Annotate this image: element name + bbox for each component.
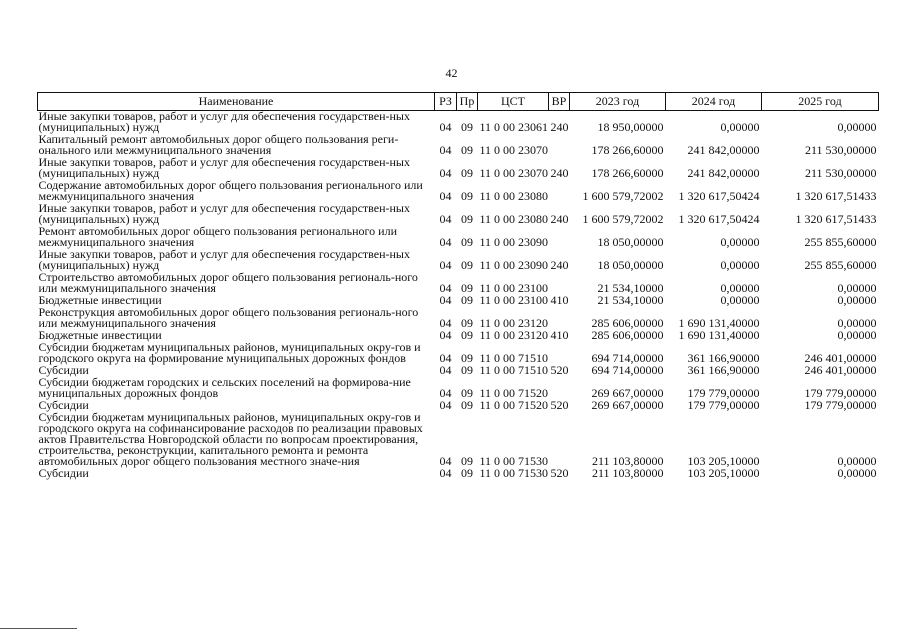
table-row [38, 377, 879, 400]
cell-vr [549, 134, 570, 157]
table-row [38, 180, 879, 203]
cell-pr: 09 [461, 365, 473, 377]
cell-y2025: 0,00000 [837, 295, 877, 307]
cell-y2024: 361 166,90000 [687, 365, 760, 377]
cell-rz: 04 [439, 281, 452, 295]
cell-name: Иные закупки товаров, работ и услуг для обеспечения государствен-ных (муниципальных) нужд [38, 249, 410, 272]
table-row [38, 412, 879, 468]
cell-y2023: 21 534,10000 [597, 295, 664, 307]
table-row [38, 400, 879, 412]
cell-y2023: 18 050,00000 [597, 258, 664, 272]
cell-pr: 09 [461, 166, 473, 180]
cell-y2023: 18 950,00000 [597, 120, 664, 134]
cell-vr: 520 [550, 468, 569, 480]
cell-rz: 04 [439, 351, 452, 365]
cell-pr: 09 [461, 316, 473, 330]
cell-name: Строительство автомобильных дорог общего пользования региональ-ного или межмуниципального значения [38, 272, 418, 295]
cell-name: Ремонт автомобильных дорог общего пользования регионального или межмуниципального значения [38, 226, 397, 249]
cell-rz: 04 [439, 258, 452, 272]
cell-y2023: 269 667,00000 [591, 400, 664, 412]
cell-vr [549, 180, 570, 203]
cell-y2023: 694 714,00000 [591, 351, 664, 365]
table-row [38, 295, 879, 307]
cell-cst: 11 0 00 23100 [479, 281, 549, 295]
cell-y2023: 211 103,80000 [591, 468, 664, 480]
cell-cst: 11 0 00 23120 [479, 330, 549, 342]
table-row [38, 365, 879, 377]
cell-name: Субсидии бюджетам городских и сельских поселений на формирова-ние муниципальных дорожных фондов [38, 377, 411, 400]
table-row [38, 203, 879, 226]
cell-rz: 04 [439, 189, 452, 203]
header-vr: ВР [549, 93, 570, 111]
cell-cst: 11 0 00 23120 [479, 316, 549, 330]
cell-pr: 09 [461, 281, 473, 295]
cell-pr: 09 [461, 400, 473, 412]
cell-pr: 09 [461, 189, 473, 203]
cell-y2024: 0,00000 [720, 258, 760, 272]
cell-y2024: 241 842,00000 [687, 166, 760, 180]
cell-y2025: 246 401,00000 [804, 365, 877, 377]
cell-vr [549, 272, 570, 295]
cell-y2025: 179 779,00000 [804, 386, 877, 400]
cell-vr [549, 412, 570, 468]
cell-cst: 11 0 00 71510 [479, 365, 549, 377]
table-row [38, 249, 879, 272]
cell-y2025: 0,00000 [837, 468, 877, 480]
cell-pr: 09 [461, 330, 473, 342]
table-row [38, 157, 879, 180]
cell-cst: 11 0 00 23090 [479, 258, 549, 272]
cell-vr [549, 342, 570, 365]
table-row [38, 111, 879, 135]
cell-y2024: 241 842,00000 [687, 143, 760, 157]
page-number: 42 [445, 66, 458, 80]
cell-cst: 11 0 00 71510 [479, 351, 549, 365]
cell-name: Содержание автомобильных дорог общего пользования регионального или межмуниципального значения [38, 180, 423, 203]
cell-pr: 09 [461, 454, 473, 468]
budget-table-container [37, 92, 878, 480]
cell-name: Субсидии бюджетам муниципальных районов, муниципальных окру-гов и городского округа на софинансирование расходов по реализации правовых актов Правительства Новгородской области по вопросам проектирования, строительства, реконструкции, капитального ремонта и ремонта автомобильных дорог общего пользования местного значе-ния [38, 412, 423, 468]
cell-y2023: 21 534,10000 [597, 281, 664, 295]
cell-cst: 11 0 00 23061 [479, 120, 549, 134]
cell-y2024: 1 690 131,40000 [678, 316, 760, 330]
table-row [38, 342, 879, 365]
cell-pr: 09 [461, 212, 473, 226]
cell-y2025: 0,00000 [837, 454, 877, 468]
cell-y2024: 0,00000 [720, 281, 760, 295]
cell-y2025: 1 320 617,51433 [795, 212, 877, 226]
cell-y2025: 255 855,60000 [804, 235, 877, 249]
cell-rz: 04 [439, 295, 452, 307]
budget-table [37, 92, 879, 480]
cell-vr: 240 [550, 166, 569, 180]
cell-y2025: 0,00000 [837, 316, 877, 330]
cell-y2024: 1 320 617,50424 [678, 189, 760, 203]
cell-rz: 04 [439, 120, 452, 134]
header-name: Наименование [38, 93, 435, 111]
cell-vr: 520 [550, 400, 569, 412]
cell-name: Бюджетные инвестиции [38, 330, 162, 342]
table-row [38, 330, 879, 342]
table-row [38, 272, 879, 295]
cell-rz: 04 [439, 454, 452, 468]
cell-rz: 04 [439, 235, 452, 249]
cell-y2025: 211 530,00000 [804, 143, 877, 157]
cell-name: Капитальный ремонт автомобильных дорог общего пользования реги-онального или межмуниципального значения [38, 134, 399, 157]
cell-vr [549, 226, 570, 249]
cell-rz: 04 [439, 468, 452, 480]
footer-divider [0, 628, 77, 629]
cell-y2023: 285 606,00000 [591, 330, 664, 342]
cell-cst: 11 0 00 71530 [479, 468, 549, 480]
cell-y2023: 694 714,00000 [591, 365, 664, 377]
cell-cst: 11 0 00 71520 [479, 400, 549, 412]
cell-y2025: 255 855,60000 [804, 258, 877, 272]
header-2025: 2025 год [762, 93, 879, 111]
cell-vr: 240 [550, 120, 569, 134]
cell-y2023: 211 103,80000 [591, 454, 664, 468]
cell-y2024: 179 779,00000 [687, 386, 760, 400]
table-header-row [38, 93, 879, 111]
table-row [38, 307, 879, 330]
cell-name: Иные закупки товаров, работ и услуг для обеспечения государствен-ных (муниципальных) нужд [38, 110, 410, 134]
cell-y2023: 178 266,60000 [591, 166, 664, 180]
cell-rz: 04 [439, 143, 452, 157]
cell-name: Субсидии [38, 365, 89, 377]
cell-cst: 11 0 00 23070 [479, 143, 549, 157]
cell-y2024: 0,00000 [720, 295, 760, 307]
cell-cst: 11 0 00 71530 [479, 454, 549, 468]
cell-vr: 240 [550, 258, 569, 272]
cell-name: Субсидии бюджетам муниципальных районов, муниципальных окру-гов и городского округа на формирование муниципальных дорожных фондов [38, 342, 421, 365]
cell-y2024: 0,00000 [720, 120, 760, 134]
cell-rz: 04 [439, 316, 452, 330]
cell-pr: 09 [461, 120, 473, 134]
cell-vr: 520 [550, 365, 569, 377]
cell-y2023: 1 600 579,72002 [582, 189, 664, 203]
table-row [38, 134, 879, 157]
cell-vr: 410 [550, 330, 569, 342]
cell-pr: 09 [461, 386, 473, 400]
cell-cst: 11 0 00 23080 [479, 212, 549, 226]
cell-y2024: 1 690 131,40000 [678, 330, 760, 342]
cell-rz: 04 [439, 330, 452, 342]
cell-pr: 09 [461, 351, 473, 365]
cell-name: Иные закупки товаров, работ и услуг для обеспечения государствен-ных (муниципальных) нужд [38, 203, 410, 226]
cell-y2025: 0,00000 [837, 281, 877, 295]
cell-cst: 11 0 00 23070 [479, 166, 549, 180]
cell-pr: 09 [461, 143, 473, 157]
cell-name: Иные закупки товаров, работ и услуг для обеспечения государствен-ных (муниципальных) нужд [38, 157, 410, 180]
cell-rz: 04 [439, 365, 452, 377]
cell-y2025: 179 779,00000 [804, 400, 877, 412]
cell-rz: 04 [439, 400, 452, 412]
cell-vr: 240 [550, 212, 569, 226]
header-rz: РЗ [435, 93, 457, 111]
cell-rz: 04 [439, 212, 452, 226]
cell-y2024: 1 320 617,50424 [678, 212, 760, 226]
cell-rz: 04 [439, 386, 452, 400]
cell-rz: 04 [439, 166, 452, 180]
cell-vr: 410 [550, 295, 569, 307]
cell-y2025: 0,00000 [837, 330, 877, 342]
cell-y2024: 103 205,10000 [687, 454, 760, 468]
cell-y2023: 285 606,00000 [591, 316, 664, 330]
cell-y2025: 211 530,00000 [804, 166, 877, 180]
cell-cst: 11 0 00 23080 [479, 189, 549, 203]
cell-y2025: 246 401,00000 [804, 351, 877, 365]
cell-y2023: 269 667,00000 [591, 386, 664, 400]
cell-cst: 11 0 00 23090 [479, 235, 549, 249]
cell-y2024: 179 779,00000 [687, 400, 760, 412]
cell-y2025: 1 320 617,51433 [795, 189, 877, 203]
cell-y2023: 1 600 579,72002 [582, 212, 664, 226]
table-body [38, 111, 879, 481]
cell-pr: 09 [461, 468, 473, 480]
cell-cst: 11 0 00 71520 [479, 386, 549, 400]
header-pr: Пр [457, 93, 478, 111]
cell-pr: 09 [461, 258, 473, 272]
table-row [38, 468, 879, 480]
header-cst: ЦСТ [478, 93, 549, 111]
cell-name: Реконструкция автомобильных дорог общего пользования региональ-ного или межмуниципального значения [38, 307, 419, 330]
table-row [38, 226, 879, 249]
cell-y2024: 103 205,10000 [687, 468, 760, 480]
cell-name: Субсидии [38, 468, 89, 480]
cell-y2025: 0,00000 [837, 120, 877, 134]
cell-y2024: 361 166,90000 [687, 351, 760, 365]
cell-vr [549, 307, 570, 330]
cell-cst: 11 0 00 23100 [479, 295, 549, 307]
cell-name: Субсидии [38, 400, 89, 412]
header-2023: 2023 год [570, 93, 666, 111]
cell-y2023: 18 050,00000 [597, 235, 664, 249]
cell-y2024: 0,00000 [720, 235, 760, 249]
header-2024: 2024 год [666, 93, 762, 111]
cell-pr: 09 [461, 295, 473, 307]
cell-vr [549, 377, 570, 400]
cell-y2023: 178 266,60000 [591, 143, 664, 157]
cell-pr: 09 [461, 235, 473, 249]
cell-name: Бюджетные инвестиции [38, 295, 162, 307]
